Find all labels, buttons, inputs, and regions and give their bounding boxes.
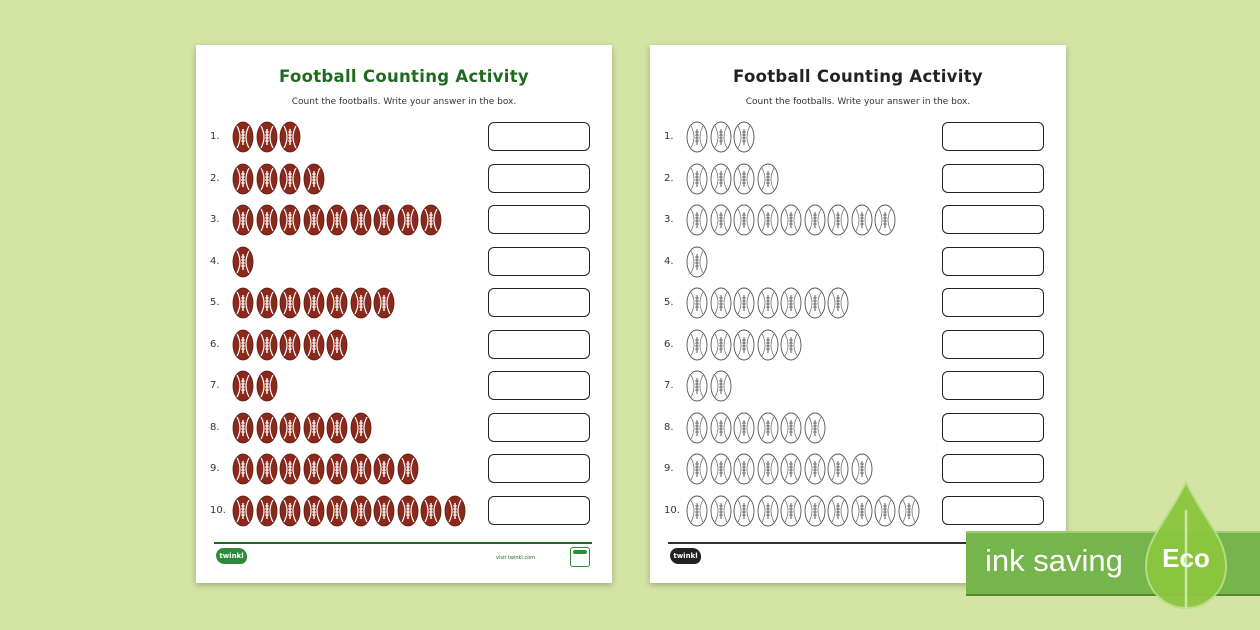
- answer-box[interactable]: [488, 247, 590, 276]
- football-icon: [804, 287, 826, 319]
- question-number: 7.: [210, 380, 220, 391]
- football-icon: [874, 204, 896, 236]
- answer-box[interactable]: [942, 454, 1044, 483]
- question-row: [196, 203, 612, 237]
- answer-box[interactable]: [488, 288, 590, 317]
- football-icon: [256, 370, 278, 402]
- question-row: [650, 203, 1066, 237]
- football-icon: [710, 204, 732, 236]
- question-row: [196, 120, 612, 154]
- answer-box[interactable]: [942, 164, 1044, 193]
- football-icon: [326, 329, 348, 361]
- football-icon: [733, 329, 755, 361]
- football-icon: [303, 495, 325, 527]
- football-icon: [279, 412, 301, 444]
- football-icon: [303, 163, 325, 195]
- football-icon: [686, 246, 708, 278]
- answer-box[interactable]: [942, 122, 1044, 151]
- football-icon: [757, 495, 779, 527]
- football-icon: [256, 495, 278, 527]
- question-row: [650, 411, 1066, 445]
- football-icon: [686, 370, 708, 402]
- answer-box[interactable]: [488, 413, 590, 442]
- football-icon: [827, 453, 849, 485]
- football-icon: [686, 495, 708, 527]
- football-icon: [780, 412, 802, 444]
- football-icon: [710, 453, 732, 485]
- question-number: 4.: [210, 255, 220, 267]
- football-icon: [303, 287, 325, 319]
- football-icon: [350, 204, 372, 236]
- answer-box[interactable]: [488, 496, 590, 525]
- football-icon: [780, 329, 802, 361]
- football-icon: [851, 204, 873, 236]
- football-icon: [780, 204, 802, 236]
- question-number: 8.: [664, 421, 674, 433]
- football-icon: [686, 412, 708, 444]
- football-icon: [827, 287, 849, 319]
- question-number: 7.: [664, 380, 674, 391]
- football-icon: [757, 412, 779, 444]
- football-icon: [397, 204, 419, 236]
- question-number: 1.: [210, 131, 220, 142]
- football-icon: [373, 495, 395, 527]
- question-number: 10.: [210, 504, 226, 516]
- question-row: [650, 162, 1066, 196]
- footer-url: visit twinkl.com: [496, 555, 536, 561]
- football-icon: [256, 163, 278, 195]
- question-number: 9.: [210, 463, 220, 474]
- football-icon: [256, 453, 278, 485]
- worksheet-ink-saving: [650, 45, 1066, 583]
- football-icon: [804, 495, 826, 527]
- football-icon: [710, 370, 732, 402]
- football-icon: [444, 495, 466, 527]
- football-icon: [232, 453, 254, 485]
- question-row: [650, 245, 1066, 279]
- football-icon: [303, 204, 325, 236]
- football-icon: [420, 495, 442, 527]
- twinkl-logo: twinkl: [670, 548, 701, 564]
- football-icon: [757, 204, 779, 236]
- football-icon: [350, 453, 372, 485]
- football-icon: [373, 453, 395, 485]
- football-icon: [710, 121, 732, 153]
- football-icon: [279, 329, 301, 361]
- football-icon: [232, 370, 254, 402]
- football-icon: [256, 412, 278, 444]
- football-icon: [373, 204, 395, 236]
- football-icon: [279, 204, 301, 236]
- football-icon: [326, 412, 348, 444]
- football-icon: [757, 287, 779, 319]
- answer-box[interactable]: [942, 496, 1044, 525]
- football-icon: [733, 412, 755, 444]
- answer-box[interactable]: [488, 330, 590, 359]
- football-icon: [710, 329, 732, 361]
- question-row: [196, 328, 612, 362]
- football-icon: [326, 495, 348, 527]
- football-icon: [710, 412, 732, 444]
- football-icon: [350, 287, 372, 319]
- football-icon: [303, 329, 325, 361]
- worksheet-instructions: Count the footballs. Write your answer in the box.: [291, 97, 517, 107]
- football-icon: [686, 163, 708, 195]
- football-icon: [898, 495, 920, 527]
- question-number: 3.: [664, 214, 674, 225]
- football-icon: [303, 412, 325, 444]
- question-row: [650, 494, 1066, 528]
- twinkl-logo: twinkl: [216, 548, 247, 564]
- football-icon: [303, 453, 325, 485]
- footer-divider: [214, 542, 592, 544]
- answer-box[interactable]: [942, 247, 1044, 276]
- football-icon: [326, 453, 348, 485]
- answer-box[interactable]: [942, 413, 1044, 442]
- question-number: 6.: [210, 338, 220, 350]
- football-icon: [350, 495, 372, 527]
- question-number: 6.: [664, 338, 674, 350]
- football-icon: [279, 163, 301, 195]
- question-row: [196, 411, 612, 445]
- answer-box[interactable]: [488, 371, 590, 400]
- football-icon: [780, 453, 802, 485]
- worksheet-title: Football Counting Activity: [279, 67, 529, 86]
- football-icon: [827, 204, 849, 236]
- football-icon: [232, 204, 254, 236]
- question-number: 2.: [664, 172, 674, 184]
- football-icon: [686, 329, 708, 361]
- question-row: [196, 452, 612, 486]
- worksheet-title: Football Counting Activity: [733, 67, 983, 86]
- question-row: [196, 494, 612, 528]
- football-icon: [232, 163, 254, 195]
- football-icon: [279, 495, 301, 527]
- answer-box[interactable]: [942, 288, 1044, 317]
- answer-box[interactable]: [942, 330, 1044, 359]
- eco-label: Eco: [1162, 543, 1210, 573]
- football-icon: [733, 287, 755, 319]
- question-row: [650, 328, 1066, 362]
- question-number: 3.: [210, 214, 220, 225]
- football-icon: [804, 453, 826, 485]
- question-number: 5.: [210, 297, 220, 308]
- football-icon: [710, 287, 732, 319]
- football-icon: [757, 453, 779, 485]
- worksheet-instructions: Count the footballs. Write your answer in the box.: [745, 97, 971, 107]
- football-icon: [256, 121, 278, 153]
- answer-box[interactable]: [488, 205, 590, 234]
- question-number: 1.: [664, 131, 674, 142]
- question-number: 5.: [664, 297, 674, 308]
- question-row: [196, 245, 612, 279]
- football-icon: [397, 453, 419, 485]
- football-icon: [232, 121, 254, 153]
- football-icon: [733, 495, 755, 527]
- football-icon: [827, 495, 849, 527]
- football-icon: [256, 287, 278, 319]
- football-icon: [757, 329, 779, 361]
- football-icon: [757, 163, 779, 195]
- football-icon: [733, 121, 755, 153]
- football-icon: [733, 163, 755, 195]
- question-number: 4.: [664, 255, 674, 267]
- question-number: 9.: [664, 463, 674, 474]
- football-icon: [686, 121, 708, 153]
- football-icon: [279, 121, 301, 153]
- football-icon: [733, 453, 755, 485]
- answer-box[interactable]: [488, 164, 590, 193]
- football-icon: [232, 412, 254, 444]
- football-icon: [804, 412, 826, 444]
- quality-badge-icon: [570, 547, 590, 567]
- football-icon: [686, 287, 708, 319]
- question-row: [196, 162, 612, 196]
- football-icon: [279, 287, 301, 319]
- question-number: 8.: [210, 421, 220, 433]
- football-icon: [232, 246, 254, 278]
- football-icon: [851, 495, 873, 527]
- football-icon: [733, 204, 755, 236]
- question-row: [196, 369, 612, 403]
- question-number: 2.: [210, 172, 220, 184]
- question-number: 10.: [664, 504, 680, 516]
- football-icon: [232, 329, 254, 361]
- football-icon: [256, 329, 278, 361]
- football-icon: [232, 287, 254, 319]
- football-icon: [804, 204, 826, 236]
- football-icon: [373, 287, 395, 319]
- answer-box[interactable]: [942, 205, 1044, 234]
- answer-box[interactable]: [488, 122, 590, 151]
- question-row: [650, 120, 1066, 154]
- football-icon: [851, 453, 873, 485]
- football-icon: [350, 412, 372, 444]
- football-icon: [326, 287, 348, 319]
- football-icon: [686, 204, 708, 236]
- football-icon: [326, 204, 348, 236]
- question-row: [650, 286, 1066, 320]
- football-icon: [710, 495, 732, 527]
- question-row: [196, 286, 612, 320]
- question-row: [650, 369, 1066, 403]
- football-icon: [256, 204, 278, 236]
- football-icon: [780, 495, 802, 527]
- worksheet-color: [196, 45, 612, 583]
- answer-box[interactable]: [488, 454, 590, 483]
- football-icon: [710, 163, 732, 195]
- ink-saving-label: ink saving: [985, 543, 1123, 578]
- football-icon: [780, 287, 802, 319]
- football-icon: [232, 495, 254, 527]
- football-icon: [686, 453, 708, 485]
- football-icon: [279, 453, 301, 485]
- football-icon: [397, 495, 419, 527]
- answer-box[interactable]: [942, 371, 1044, 400]
- football-icon: [420, 204, 442, 236]
- question-row: [650, 452, 1066, 486]
- football-icon: [874, 495, 896, 527]
